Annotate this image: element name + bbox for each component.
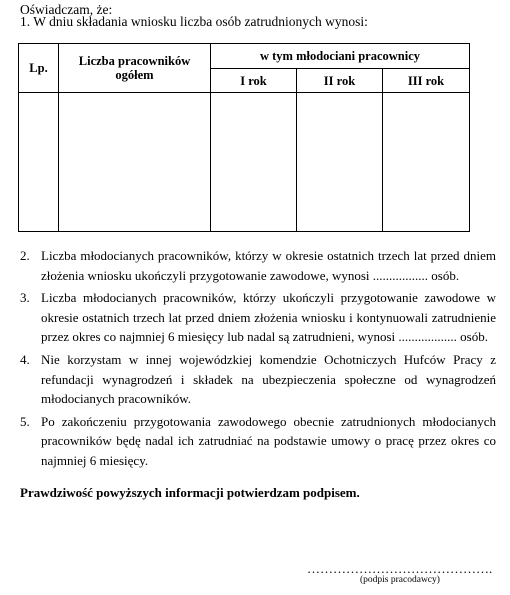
list-item [18,288,496,347]
confirmation-text: Prawdziwość powyższych informacji potwierdzam podpisem. [20,485,360,500]
item-number: 3. [20,290,30,306]
header-lp: Lp. [19,44,59,93]
intro-point-1: 1. W dniu składania wniosku liczba osób zatrudnionych wynosi: [20,14,368,29]
item-text: Liczba młodocianych pracowników, którzy w okresie ostatnich trzech lat przed dniem złożenia wniosku ukończyli przygotowanie zawodowe, wynosi ................. osób. [41,248,496,283]
signature-caption: (podpis pracodawcy) [360,575,440,585]
header-total-employees [59,44,211,93]
table-row [19,93,470,232]
item-text: Liczba młodocianych pracowników, którzy ukończyli przygotowanie zawodowe w okresie ostatnich trzech lat przed dniem złożenia wniosku i kontynuowali zatrudnienie przez okres co najmniej 6 miesięcy lub nadal są zatrudnieni, wynosi .................. osób. [41,290,496,345]
list-item [18,350,496,409]
item-number: 4. [20,351,30,367]
cell-year-3[interactable] [383,93,470,232]
list-item [18,246,496,285]
item-number: 5. [20,413,30,429]
item-text: Nie korzystam w innej wojewódzkiej komendzie Ochotniczych Hufców Pracy z refundacji wynagrodzeń i składek na ubezpieczenia społeczne od wynagrodzeń młodocianych pracowników. [41,351,496,407]
employees-table [18,43,470,232]
cell-year-1[interactable] [211,93,297,232]
cell-year-2[interactable] [297,93,383,232]
item-number: 2. [20,248,30,263]
header-year-1: I rok [211,69,297,93]
list-item [18,412,496,471]
signature-line[interactable]: ……………………………………. [307,561,493,576]
cell-total[interactable] [59,93,211,232]
header-total-label: Liczba pracowników ogółem [78,54,191,82]
header-year-2: II rok [297,69,383,93]
cell-lp[interactable] [19,93,59,232]
statements-list [18,246,496,474]
item-text: Po zakończeniu przygotowania zawodowego obecnie zatrudnionych młodocianych pracowników będę nadal ich zatrudniać na podstawie umowy o pracę przez okres co najmniej 6 miesięcy. [41,413,496,468]
header-young-workers: w tym młodociani pracownicy [211,44,470,69]
header-year-3: III rok [383,69,470,93]
intro-heading: Oświadczam, że: [20,2,113,17]
